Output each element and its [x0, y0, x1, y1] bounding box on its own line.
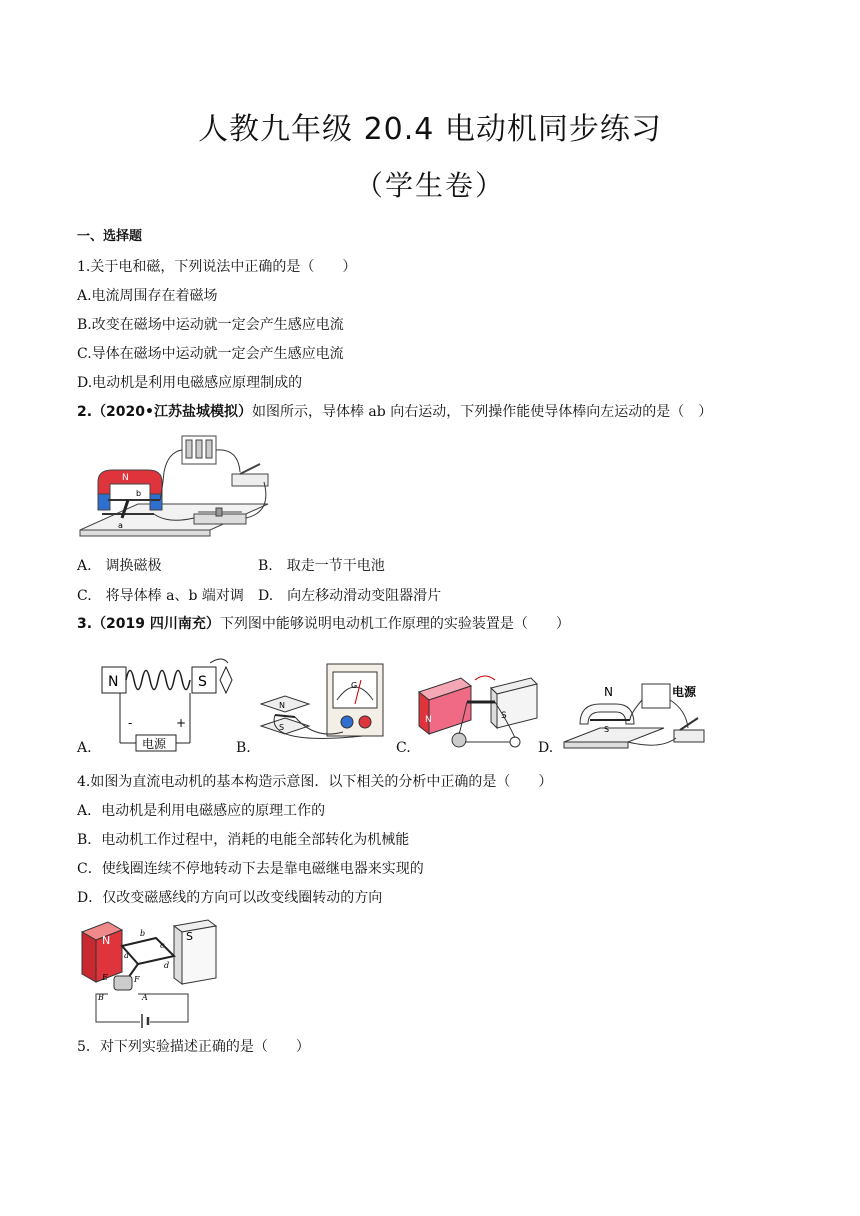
q4-label-b: b	[140, 929, 146, 938]
q3-label-a: A.	[77, 740, 92, 756]
q2-option-b: B. 取走一节干电池	[258, 558, 385, 574]
q2-option-a: A. 调换磁极	[77, 558, 162, 574]
q3a-label-s: S	[198, 674, 207, 690]
q3-number: 3.	[77, 616, 93, 632]
q2-stem-line	[77, 403, 712, 421]
q2-number: 2.	[77, 404, 93, 420]
q3-source: （2019 四川南充）	[92, 616, 220, 632]
q3c-label-s: S	[501, 711, 507, 721]
q1-option-c: C.导体在磁场中运动就一定会产生感应电流	[77, 346, 344, 362]
q5-stem: 5．对下列实验描述正确的是（ ）	[77, 1039, 310, 1055]
q3-stem-line	[77, 615, 570, 633]
document-subtitle: （学生卷）	[354, 169, 505, 202]
q3a-label-source: 电源	[142, 737, 167, 751]
q1-stem: 1.关于电和磁，下列说法中正确的是（ ）	[77, 259, 357, 275]
q4-option-a: A．电动机是利用电磁感应的原理工作的	[77, 803, 326, 819]
q4-option-d: D．仅改变磁感线的方向可以改变线圈转动的方向	[77, 890, 383, 906]
q2-stem: 如图所示，导体棒 ab 向右运动，下列操作能使导体棒向左运动的是（ ）	[251, 404, 713, 420]
q3b-label-s: S	[279, 723, 285, 732]
q3b-label-n: N	[279, 701, 285, 710]
q3-figure-d	[560, 680, 710, 756]
q1-option-a: A.电流周围存在着磁场	[77, 288, 218, 304]
q2-option-d: D. 向左移动滑动变阻器滑片	[258, 588, 442, 604]
q4-stem: 4.如图为直流电动机的基本构造示意图．以下相关的分析中正确的是（ ）	[77, 774, 553, 790]
q3b-label-g: G	[351, 681, 358, 690]
section-heading: 一、选择题	[77, 229, 143, 244]
q3a-label-minus: -	[128, 716, 133, 730]
q2-option-c: C. 将导体棒 a、b 端对调	[77, 588, 244, 604]
q2-fig-label-b: b	[136, 489, 142, 498]
q3c-label-n: N	[425, 715, 432, 725]
q2-figure	[78, 432, 274, 548]
q4-label-brush-a: A	[142, 993, 148, 1002]
q4-label-a: a	[124, 951, 129, 960]
q3d-label-n: N	[604, 685, 613, 699]
q4-label-s: S	[186, 930, 193, 943]
q3-label-d: D.	[538, 740, 554, 756]
q3a-label-n: N	[108, 674, 119, 690]
q4-label-d: d	[164, 961, 170, 970]
q4-label-brush-b: B	[98, 993, 104, 1002]
q3-figure-b	[255, 660, 390, 750]
q1-option-d: D.电动机是利用电磁感应原理制成的	[77, 375, 303, 391]
q4-option-b: B．电动机工作过程中，消耗的电能全部转化为机械能	[77, 832, 410, 848]
q4-label-f: F	[134, 975, 140, 984]
q4-option-c: C．使线圈连续不停地转动下去是靠电磁继电器来实现的	[77, 861, 424, 877]
q4-label-n: N	[102, 934, 111, 947]
document-title: 人教九年级 20.4 电动机同步练习	[198, 112, 662, 147]
q3-figure-c	[415, 668, 543, 754]
q2-source: （2020•江苏盐城模拟）	[92, 404, 252, 420]
q3-figure-a	[98, 655, 238, 755]
q4-label-e: E	[102, 973, 108, 982]
q3-stem: 下列图中能够说明电动机工作原理的实验装置是（ ）	[219, 616, 570, 632]
q3-label-b: B.	[236, 740, 251, 756]
q3d-label-source: 电源	[672, 685, 697, 699]
q3-label-c: C.	[396, 740, 411, 756]
q2-fig-label-a: a	[118, 521, 123, 530]
q2-fig-label-n: N	[122, 473, 129, 483]
q3d-label-s: S	[604, 725, 610, 734]
q4-label-c: c	[160, 941, 165, 950]
q4-motor-figure	[78, 916, 220, 1028]
q3a-label-plus: +	[176, 716, 187, 730]
q1-option-b: B.改变在磁场中运动就一定会产生感应电流	[77, 317, 344, 333]
